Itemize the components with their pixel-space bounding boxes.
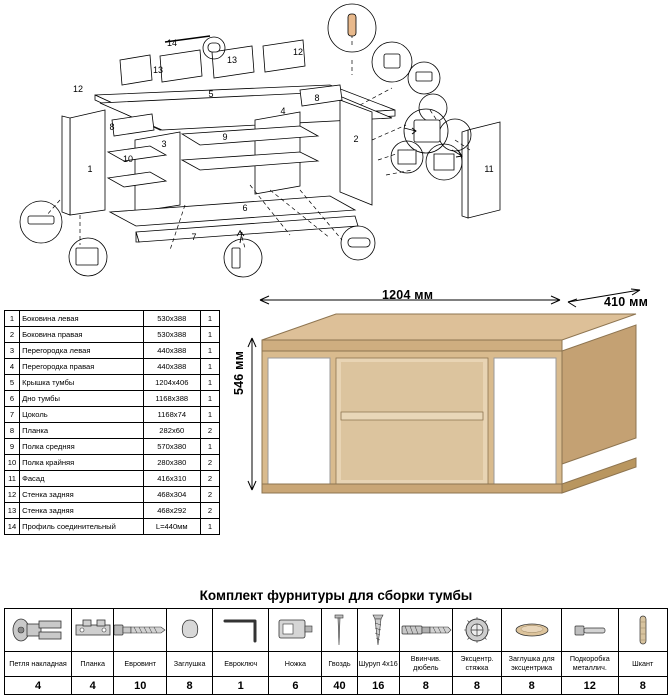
part-name: Фасад xyxy=(20,471,144,487)
cam-cap-icon xyxy=(512,619,552,641)
shelf-support-icon xyxy=(572,620,608,640)
part-qty: 2 xyxy=(200,455,219,471)
part-size: 570x380 xyxy=(143,439,200,455)
part-qty: 1 xyxy=(200,327,219,343)
leg-icon xyxy=(275,615,315,645)
hinge-overlay-icon xyxy=(11,613,65,647)
table-row xyxy=(5,519,220,535)
part-number: 14 xyxy=(5,519,20,535)
table-row xyxy=(5,407,220,423)
svg-text:1: 1 xyxy=(87,164,93,174)
part-qty: 2 xyxy=(200,423,219,439)
hardware-count: 6 xyxy=(269,677,322,695)
svg-text:5: 5 xyxy=(208,89,214,99)
table-row xyxy=(5,439,220,455)
svg-text:2: 2 xyxy=(353,134,359,144)
table-row xyxy=(5,311,220,327)
part-qty: 2 xyxy=(200,471,219,487)
table-row xyxy=(5,487,220,503)
part-number: 1 xyxy=(5,311,20,327)
table-row xyxy=(5,343,220,359)
part-number: 2 xyxy=(5,327,20,343)
hardware-count: 12 xyxy=(562,677,618,695)
table-row xyxy=(5,359,220,375)
svg-text:13: 13 xyxy=(226,55,238,65)
part-qty: 1 xyxy=(200,375,219,391)
dowel-screw-icon-cell xyxy=(399,609,452,652)
hardware-name-row xyxy=(5,652,668,677)
hardware-count: 8 xyxy=(502,677,562,695)
hardware-count: 8 xyxy=(618,677,667,695)
svg-text:7: 7 xyxy=(191,232,197,242)
nail-icon xyxy=(332,613,346,647)
svg-text:3: 3 xyxy=(161,139,167,149)
nail-icon-cell xyxy=(322,609,357,652)
dowel-screw-icon xyxy=(400,621,454,639)
shelf-support-icon-cell xyxy=(562,609,618,652)
part-number: 7 xyxy=(5,407,20,423)
hardware-kit-title: Комплект фурнитуры для сборки тумбы xyxy=(199,588,473,603)
part-size: 280x380 xyxy=(143,455,200,471)
hardware-name: Шуруп 4x16 xyxy=(357,652,399,677)
euro-key-icon-cell xyxy=(213,609,269,652)
width-dimension-label: 1204 мм xyxy=(382,288,434,302)
svg-text:9: 9 xyxy=(222,132,228,142)
part-qty: 2 xyxy=(200,487,219,503)
part-number: 10 xyxy=(5,455,20,471)
hardware-name: Ввинчив. дюбель xyxy=(399,652,452,677)
exploded-assembly-diagram xyxy=(0,0,672,285)
parts-list-body xyxy=(5,311,220,535)
table-row xyxy=(5,455,220,471)
part-qty: 1 xyxy=(200,343,219,359)
part-number: 5 xyxy=(5,375,20,391)
euro-screw-icon xyxy=(114,621,166,639)
hardware-name: Петля накладная xyxy=(5,652,72,677)
hardware-name: Евровинт xyxy=(114,652,167,677)
part-size: 530x388 xyxy=(143,311,200,327)
svg-text:11: 11 xyxy=(484,164,494,174)
part-number: 4 xyxy=(5,359,20,375)
part-size: 416x310 xyxy=(143,471,200,487)
svg-text:14: 14 xyxy=(166,38,178,48)
part-qty: 2 xyxy=(200,503,219,519)
part-size: 1204x406 xyxy=(143,375,200,391)
parts-list-table xyxy=(4,310,220,535)
table-row xyxy=(5,375,220,391)
part-size: L=440мм xyxy=(143,519,200,535)
part-size: 468x304 xyxy=(143,487,200,503)
part-number: 13 xyxy=(5,503,20,519)
dowel-icon xyxy=(636,613,650,647)
part-name: Боковина левая xyxy=(20,311,144,327)
euro-key-icon xyxy=(219,615,263,645)
part-number: 3 xyxy=(5,343,20,359)
hardware-name: Подкоробка металлич. xyxy=(562,652,618,677)
part-size: 282x60 xyxy=(143,423,200,439)
hardware-count: 8 xyxy=(399,677,452,695)
part-name: Дно тумбы xyxy=(20,391,144,407)
part-name: Профиль соединительный xyxy=(20,519,144,535)
table-row xyxy=(5,327,220,343)
svg-text:6: 6 xyxy=(242,203,248,213)
part-name: Стенка задняя xyxy=(20,503,144,519)
hardware-name: Гвоздь xyxy=(322,652,357,677)
cam-lock-icon-cell xyxy=(452,609,501,652)
cap-icon-cell xyxy=(167,609,213,652)
part-size: 530x388 xyxy=(143,327,200,343)
part-qty: 1 xyxy=(200,311,219,327)
hardware-icon-row xyxy=(5,609,668,652)
screw-4x16-icon-cell xyxy=(357,609,399,652)
part-qty: 1 xyxy=(200,407,219,423)
leg-icon-cell xyxy=(269,609,322,652)
part-name: Перегородка правая xyxy=(20,359,144,375)
part-number: 6 xyxy=(5,391,20,407)
hardware-name: Евроключ xyxy=(213,652,269,677)
hardware-count: 40 xyxy=(322,677,357,695)
hardware-count-row xyxy=(5,677,668,695)
table-row xyxy=(5,391,220,407)
hardware-name: Шкант xyxy=(618,652,667,677)
depth-dimension-label: 410 мм xyxy=(604,295,649,309)
cam-cap-icon-cell xyxy=(502,609,562,652)
part-size: 440x388 xyxy=(143,359,200,375)
hardware-count: 8 xyxy=(167,677,213,695)
svg-text:12: 12 xyxy=(72,84,84,94)
svg-text:8: 8 xyxy=(314,93,320,103)
hardware-count: 10 xyxy=(114,677,167,695)
part-qty: 1 xyxy=(200,519,219,535)
svg-text:4: 4 xyxy=(280,106,286,116)
part-number: 12 xyxy=(5,487,20,503)
cabinet-body xyxy=(262,314,636,493)
height-dimension-label: 546 мм xyxy=(232,350,246,395)
screw-4x16-icon xyxy=(370,612,386,648)
part-name: Стенка задняя xyxy=(20,487,144,503)
plate-icon-cell xyxy=(72,609,114,652)
hardware-count: 16 xyxy=(357,677,399,695)
euro-screw-icon-cell xyxy=(114,609,167,652)
part-name: Полка крайняя xyxy=(20,455,144,471)
part-name: Планка xyxy=(20,423,144,439)
hinge-overlay-icon-cell xyxy=(5,609,72,652)
plate-icon xyxy=(73,615,113,645)
part-name: Полка средняя xyxy=(20,439,144,455)
part-qty: 1 xyxy=(200,359,219,375)
part-name: Боковина правая xyxy=(20,327,144,343)
cap-icon xyxy=(177,617,203,643)
svg-text:10: 10 xyxy=(122,154,134,164)
svg-text:13: 13 xyxy=(152,65,164,75)
cam-lock-icon xyxy=(462,615,492,645)
svg-text:8: 8 xyxy=(109,122,115,132)
part-name: Перегородка левая xyxy=(20,343,144,359)
part-number: 11 xyxy=(5,471,20,487)
part-number: 9 xyxy=(5,439,20,455)
part-number: 8 xyxy=(5,423,20,439)
hardware-name: Заглушка xyxy=(167,652,213,677)
hardware-count: 4 xyxy=(72,677,114,695)
part-size: 1168x74 xyxy=(143,407,200,423)
hardware-name: Заглушка для эксцентрика xyxy=(502,652,562,677)
hardware-kit-table xyxy=(4,608,668,695)
svg-text:12: 12 xyxy=(292,47,304,57)
part-name: Цоколь xyxy=(20,407,144,423)
part-qty: 1 xyxy=(200,391,219,407)
hardware-count: 8 xyxy=(452,677,501,695)
table-row xyxy=(5,503,220,519)
part-name: Крышка тумбы xyxy=(20,375,144,391)
table-row xyxy=(5,471,220,487)
part-qty: 1 xyxy=(200,439,219,455)
table-row xyxy=(5,423,220,439)
hardware-count: 4 xyxy=(5,677,72,695)
part-size: 1168x388 xyxy=(143,391,200,407)
finished-product-view xyxy=(228,278,668,528)
part-size: 440x388 xyxy=(143,343,200,359)
hardware-name: Эксцентр. стяжка xyxy=(452,652,501,677)
dowel-icon-cell xyxy=(618,609,667,652)
hardware-name: Ножка xyxy=(269,652,322,677)
part-size: 468x292 xyxy=(143,503,200,519)
hardware-count: 1 xyxy=(213,677,269,695)
hardware-name: Планка xyxy=(72,652,114,677)
